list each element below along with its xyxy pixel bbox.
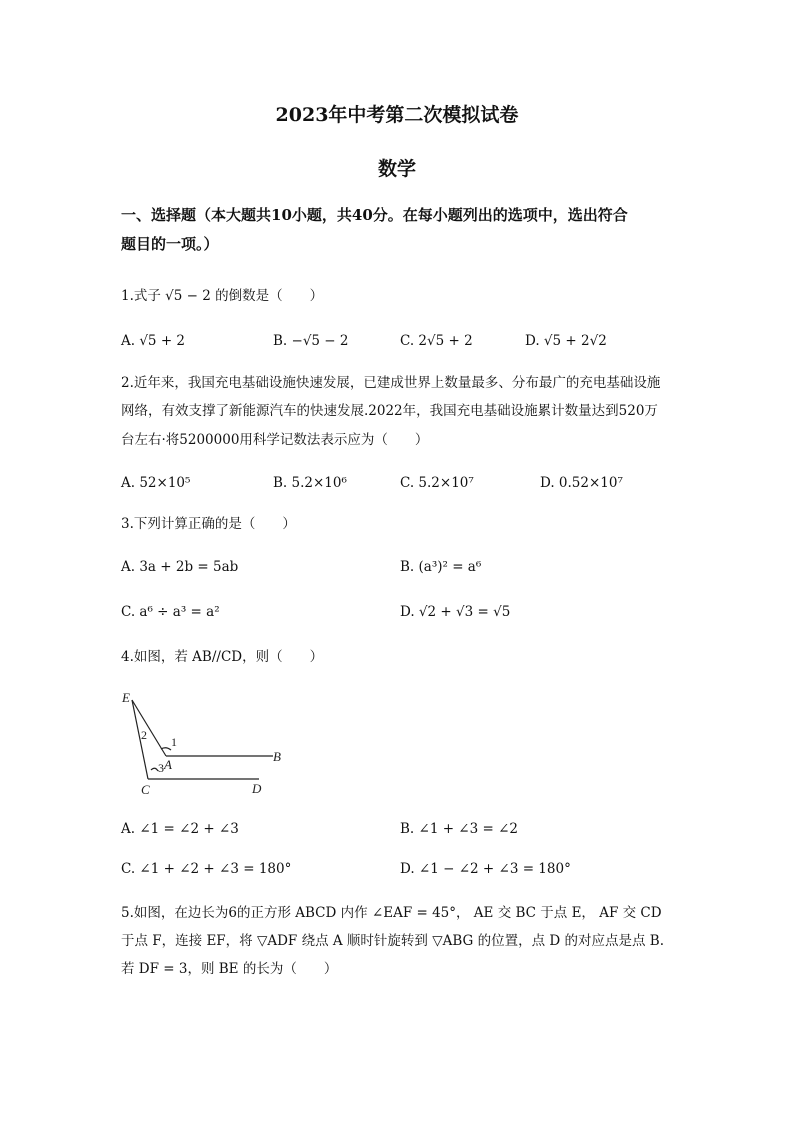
question-3-stem: 3.下列计算正确的是（ ） (121, 516, 296, 532)
question-1-stem: 1.式子 √5 − 2 的倒数是（ ） (121, 288, 324, 304)
question-5-stem-line2: 于点 F，连接 EF，将 ▽ADF 绕点 A 顺时针旋转到 ▽ABG 的位置，点 D 的对应点是点 B. (121, 933, 664, 949)
question-4-option-b: B. ∠1 + ∠3 = ∠2 (400, 821, 518, 837)
question-1-option-b: B. −√5 − 2 (273, 333, 349, 349)
question-3-option-d: D. √2 + √3 = √5 (400, 604, 511, 620)
label-angle-1: 1 (171, 735, 177, 749)
question-2-option-d: D. 0.52×10⁷ (540, 475, 623, 491)
section-heading-line2: 题目的一项。） (121, 235, 219, 253)
question-3-option-b: B. (a³)² = a⁶ (400, 559, 482, 575)
section-heading-line1: 一、选择题（本大题共10小题，共40分。在每小题列出的选项中，选出符合 (121, 206, 628, 224)
question-5-stem-line1: 5.如图，在边长为6的正方形 ABCD 内作 ∠EAF = 45°， AE 交 BC 于点 E， AF 交 CD (121, 905, 662, 921)
question-4-stem: 4.如图，若 AB//CD，则（ ） (121, 649, 324, 665)
label-a: A (164, 757, 172, 772)
question-1-option-c: C. 2√5 + 2 (400, 333, 473, 349)
question-2-stem-line1: 2.近年来，我国充电基础设施快速发展，已建成世界上数量最多、分布最广的充电基础设施 (121, 375, 661, 391)
parallel-lines-figure (121, 686, 296, 798)
label-b: B (273, 749, 281, 764)
label-angle-3: 3 (158, 761, 164, 775)
question-5-stem-line3: 若 DF = 3，则 BE 的长为（ ） (121, 961, 338, 977)
label-e: E (122, 690, 130, 705)
question-2-option-b: B. 5.2×10⁶ (273, 475, 347, 491)
subject-title: 数学 (377, 158, 416, 180)
question-3-option-c: C. a⁶ ÷ a³ = a² (121, 604, 220, 620)
label-angle-2: 2 (141, 728, 147, 742)
label-c: C (141, 782, 150, 797)
exam-title: 2023年中考第二次模拟试卷 (275, 104, 519, 126)
question-4-option-d: D. ∠1 − ∠2 + ∠3 = 180° (400, 861, 571, 877)
question-2-option-c: C. 5.2×10⁷ (400, 475, 474, 491)
question-3-option-a: A. 3a + 2b = 5ab (121, 559, 239, 575)
question-2-stem-line3: 台左右·将5200000用科学记数法表示应为（ ） (121, 432, 429, 448)
angle-3-arc (151, 768, 158, 771)
question-1-option-d: D. √5 + 2√2 (525, 333, 607, 349)
question-4-option-a: A. ∠1 = ∠2 + ∠3 (121, 821, 239, 837)
question-1-option-a: A. √5 + 2 (121, 333, 186, 349)
question-4-option-c: C. ∠1 + ∠2 + ∠3 = 180° (121, 861, 292, 877)
label-d: D (252, 781, 262, 796)
question-2-stem-line2: 网络，有效支撑了新能源汽车的快速发展.2022年，我国充电基础设施累计数量达到520万 (121, 403, 658, 419)
question-2-option-a: A. 52×10⁵ (121, 475, 191, 491)
